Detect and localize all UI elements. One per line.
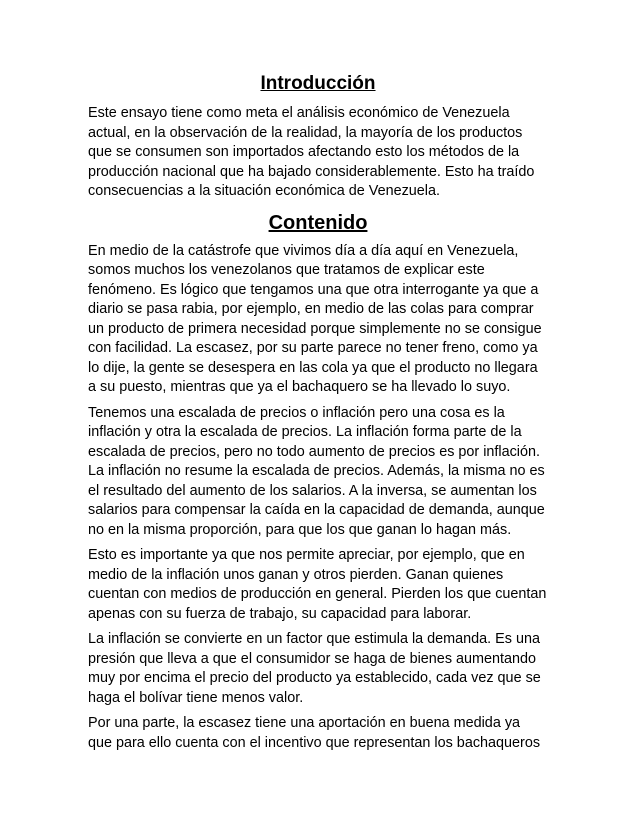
content-paragraph-3: Esto es importante ya que nos permite apreciar, por ejemplo, que en medio de la inflación unos ganan y otros pierden. Ganan quienes cuentan con medios de producción en general. Pierden los que cuentan apenas con su fuerza de trabajo, su capacidad para laborar. bbox=[88, 547, 547, 622]
content-paragraph-4: La inflación se convierte en un factor que estimula la demanda. Es una presión que lleva a que el consumidor se haga de bienes aumentando muy por encima el precio del producto ya establecido, cada vez que se haga el bolívar tiene menos valor. bbox=[88, 631, 541, 706]
content-paragraph-5: Por una parte, la escasez tiene una aportación en buena medida ya que para ello cuenta con el incentivo que representan los bachaqueros bbox=[88, 715, 541, 751]
document-page bbox=[88, 72, 548, 759]
intro-heading: Introducción bbox=[260, 73, 376, 94]
content-heading: Contenido bbox=[268, 211, 368, 234]
content-paragraph-1: En medio de la catástrofe que vivimos día a día aquí en Venezuela, somos muchos los venezolanos que tratamos de explicar este fenómeno. Es lógico que tengamos una que otra interrogante ya que a diario se pasa rabia, por ejemplo, en medio de las colas para comprar un producto de primera necesidad porque simplemente no se consigue con facilidad. La escasez, por su parte parece no tener freno, como ya lo dije, la gente se desespera en las cola ya que el producto no llegara a su puesto, mientras que ya el bachaquero se ha llevado lo suyo. bbox=[88, 242, 542, 395]
content-paragraph-2: Tenemos una escalada de precios o inflación pero una cosa es la inflación y otra la escalada de precios. La inflación forma parte de la escalada de precios, pero no todo aumento de precios es por inflación. La inflación no resume la escalada de precios. Además, la misma no es el resultado del aumento de los salarios. A la inversa, se aumentan los salarios para compensar la caída en la capacidad de demanda, aunque no en la misma proporción, para que los que ganan lo hagan más. bbox=[88, 404, 545, 538]
intro-paragraph: Este ensayo tiene como meta el análisis económico de Venezuela actual, en la observación de la realidad, la mayoría de los productos que se consumen son importados afectando esto los métodos de la producción nacional que ha bajado considerablemente. Esto ha traído consecuencias a la situación económica de Venezuela. bbox=[88, 105, 535, 199]
